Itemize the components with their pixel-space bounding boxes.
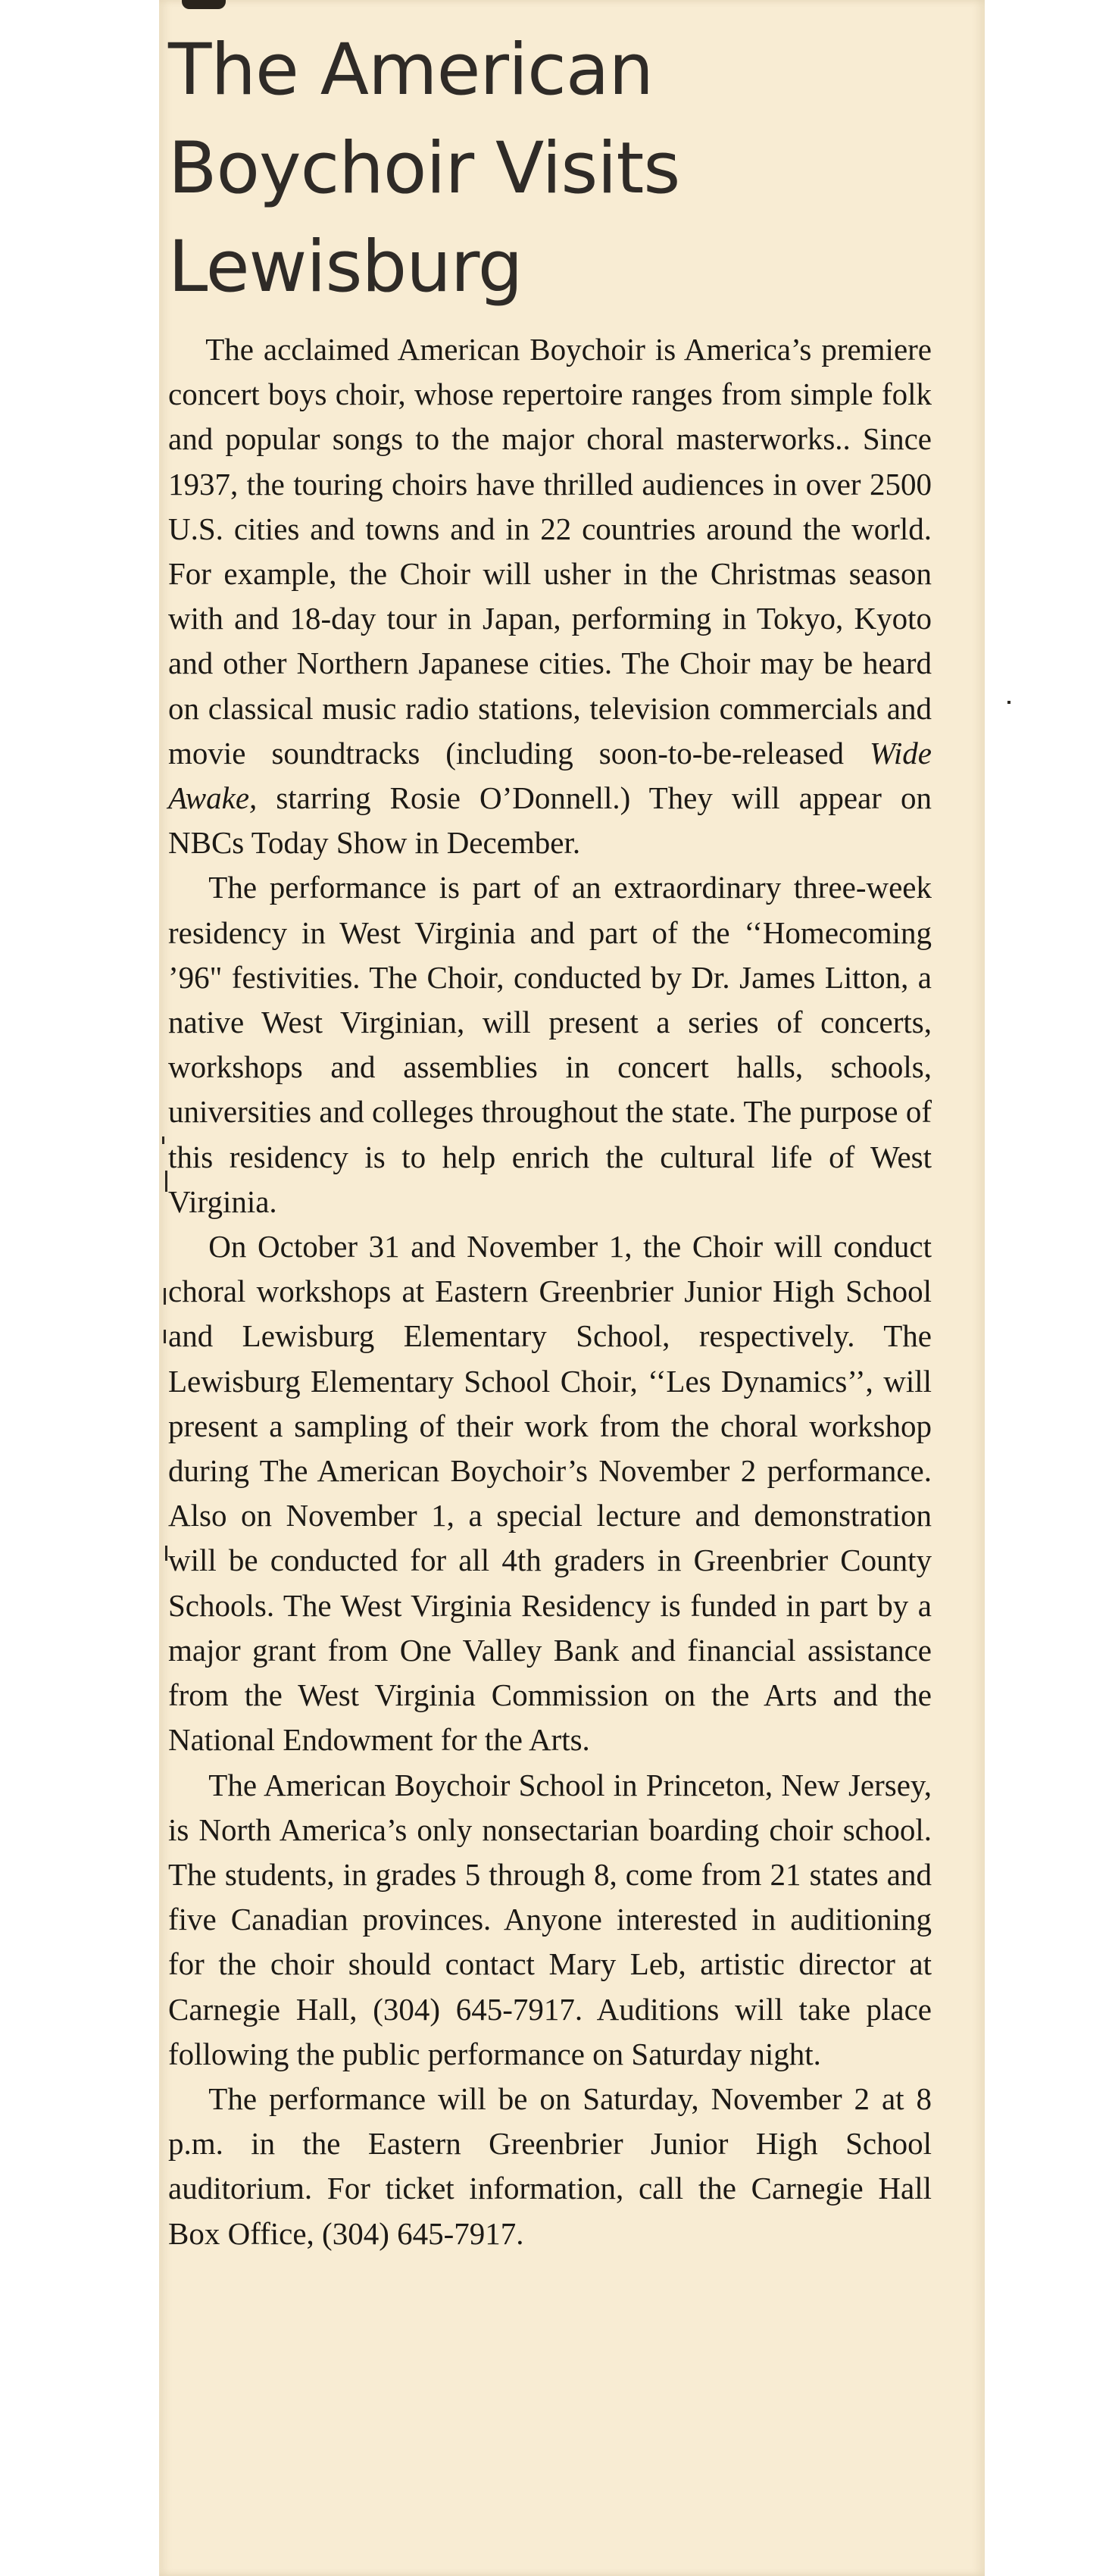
headline-line: The American [168, 29, 654, 111]
article-paragraph: The performance will be on Saturday, November 2 at 8 p.m. in the Eastern Greenbrier Junior High School auditorium. For ticket information, call the Carnegie Hall Box Office, (304) 645-7917. [168, 2080, 932, 2251]
headline-line: Lewisburg [168, 226, 523, 308]
edge-mark [164, 1330, 166, 1343]
edge-mark [1007, 701, 1010, 704]
edge-mark [164, 1288, 166, 1305]
paragraph-text: The acclaimed American Boychoir is America’s premiere concert boys choir, whose repertoire ranges from simple folk and popular songs to the major choral masterworks.. Since 1937, the touring choirs have thrilled audiences in over 2500 U.S. cities and towns and in 22 countries around the world. For example, the Choir will usher in the Christmas season with and 18-day tour in Japan, performing in Tokyo, Kyoto and other Northern Japanese cities. The Choir may be heard on classical music radio stations, television commercials and movie soundtracks (including soon-to-be-released [168, 332, 932, 771]
paragraph-text: starring Rosie O’Donnell.) They will appear on NBCs Today Show in December. [168, 780, 932, 861]
headline-line: Boychoir Visits [168, 127, 680, 210]
article-paragraph [168, 327, 932, 865]
article-paragraph: The performance is part of an extraordinary three-week residency in West Virginia and part of the ‘‘Homecoming ’96" festivities. The Choir, conducted by Dr. James Litton, a native West Virginian, will present a series of concerts, workshops and assemblies in concert halls, schools, universities and colleges throughout the state. The purpose of this residency is to help enrich the cultural life of West Virginia. [168, 870, 932, 1219]
film-title: Wide Awake, [168, 735, 932, 816]
article-paragraph: The American Boychoir School in Princeton, New Jersey, is North America’s only nonsectarian boarding choir school. The students, in grades 5 through 8, come from 21 states and five Canadian provinces. Anyone interested in auditioning for the choir should contact Mary Leb, artistic director at Carnegie Hall, (304) 645-7917. Auditions will take place following the public performance on Saturday night. [168, 1767, 932, 2071]
article-paragraph: On October 31 and November 1, the Choir will conduct choral workshops at Eastern Greenbrier Junior High School and Lewisburg Elementary School, respectively. The Lewisburg Elementary School Choir, ‘‘Les Dynamics’’, will present a sampling of their work from the choral workshop during The American Boychoir’s November 2 performance. Also on November 1, a special lecture and demonstration will be conducted for all 4th graders in Greenbrier County Schools. The West Virginia Residency is funded in part by a major grant from One Valley Bank and financial assistance from the West Virginia Commission on the Arts and the National Endowment for the Arts. [168, 1229, 932, 1758]
article-headline [168, 21, 956, 317]
article-body [168, 327, 932, 2256]
torn-print-fragment [182, 0, 226, 9]
edge-mark [165, 1171, 167, 1192]
edge-mark [165, 1546, 167, 1561]
edge-mark [162, 1136, 164, 1144]
